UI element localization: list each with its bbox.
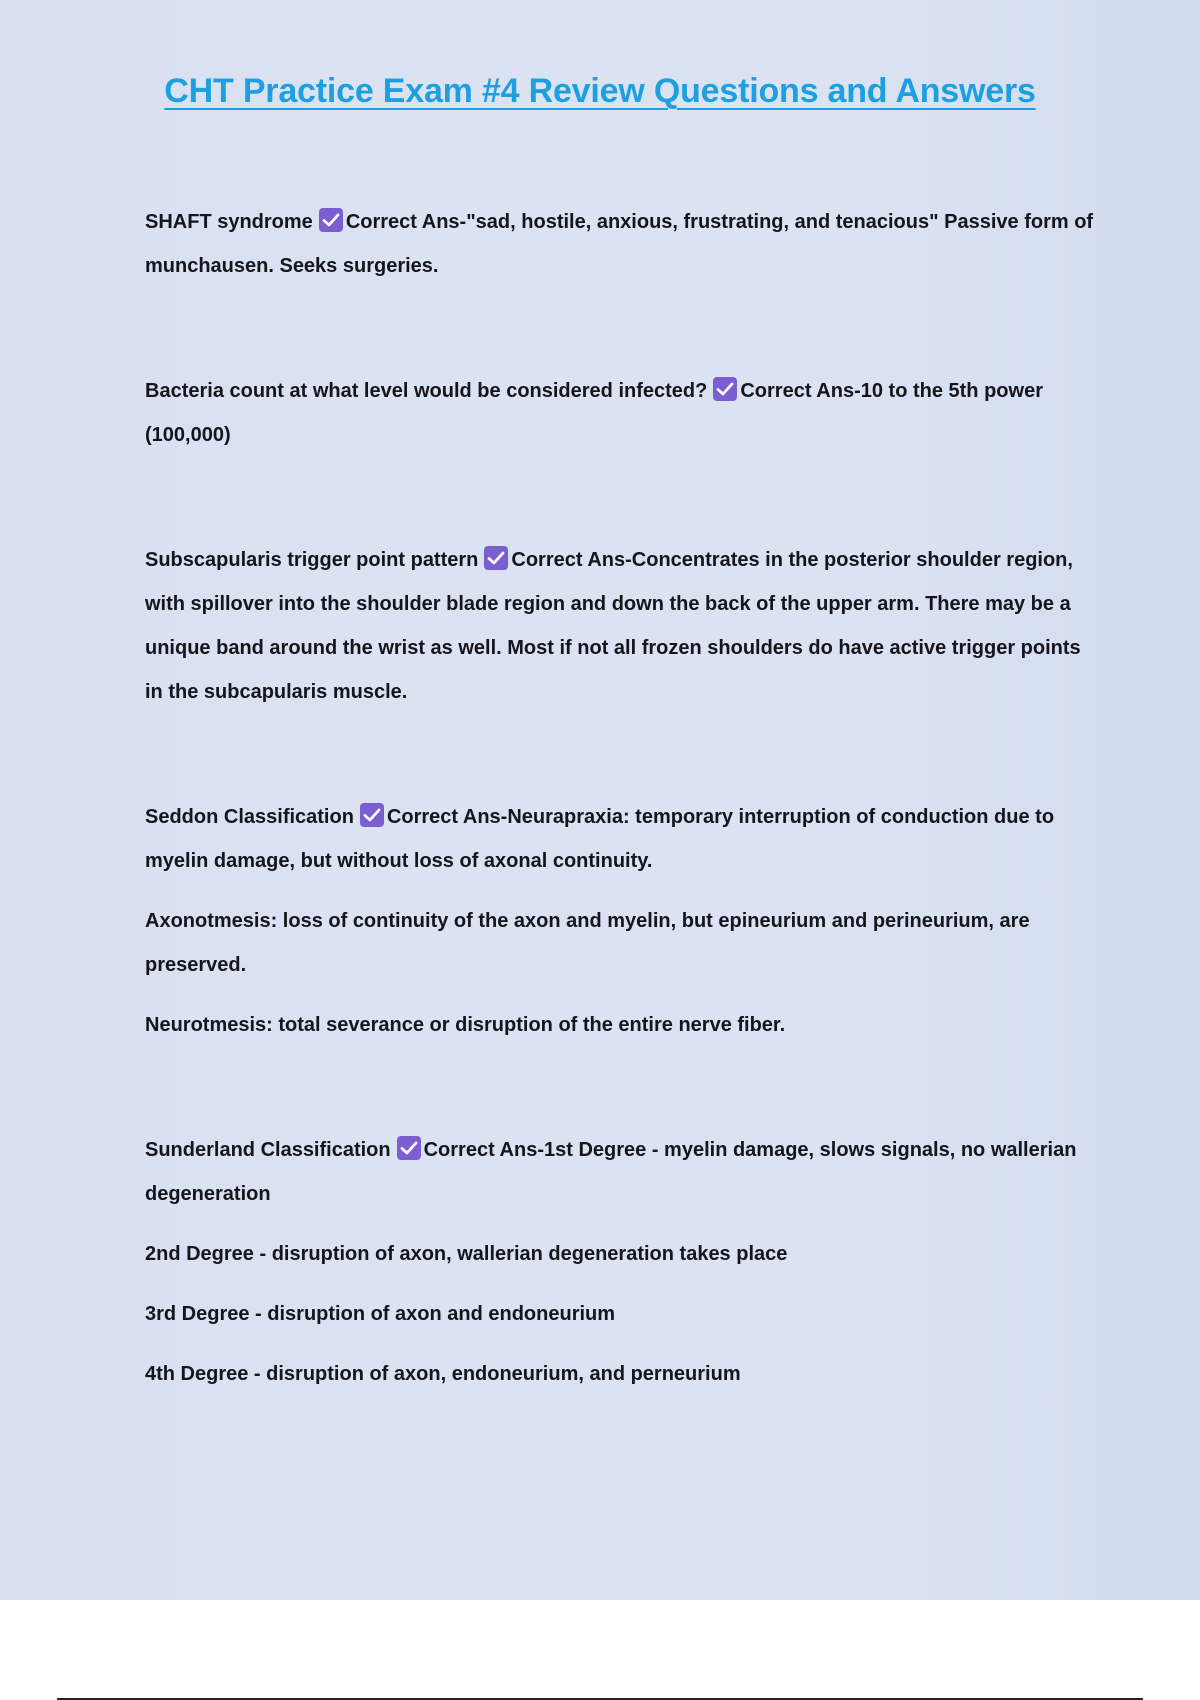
qa-item (145, 369, 1095, 457)
qa-item (145, 1128, 1095, 1396)
qa-list (145, 200, 1095, 1477)
checkbox-checked-icon (397, 1136, 421, 1160)
answer-text: Correct Ans-10 to the 5th power (100,000) (145, 380, 1043, 446)
qa-paragraph (145, 200, 1095, 288)
qa-item (145, 538, 1095, 714)
question-text: Bacteria count at what level would be considered infected? (145, 380, 708, 402)
checkbox-checked-icon (319, 208, 343, 232)
answer-text: Correct Ans-"sad, hostile, anxious, frustrating, and tenacious" Passive form of munchausen. Seeks surgeries. (145, 211, 1094, 277)
answer-text: Correct Ans-Concentrates in the posterior shoulder region, with spillover into the shoulder blade region and down the back of the upper arm. There may be a unique band around the wrist as well. Most if not all frozen shoulders do have active trigger points in the subcapularis muscle. (145, 549, 1081, 703)
qa-paragraph (145, 538, 1095, 714)
answer-paragraph: 3rd Degree - disruption of axon and endoneurium (145, 1303, 616, 1325)
question-text: Sunderland Classification (145, 1139, 391, 1161)
checkbox-checked-icon (360, 803, 384, 827)
qa-item (145, 795, 1095, 1047)
answer-text: Correct Ans-Neurapraxia: temporary interruption of conduction due to myelin damage, but without loss of axonal continuity. (145, 806, 1055, 872)
qa-paragraph (145, 795, 1095, 883)
question-text: Seddon Classification (145, 806, 354, 828)
answer-paragraph: Neurotmesis: total severance or disruption of the entire nerve fiber. (145, 1014, 786, 1036)
checkbox-checked-icon (484, 546, 508, 570)
qa-paragraph (145, 1128, 1095, 1216)
question-text: SHAFT syndrome (145, 211, 313, 233)
answer-text: Correct Ans-1st Degree - myelin damage, slows signals, no wallerian degeneration (145, 1139, 1077, 1205)
answer-paragraph: 4th Degree - disruption of axon, endoneurium, and perneurium (145, 1363, 741, 1385)
answer-paragraph: Axonotmesis: loss of continuity of the axon and myelin, but epineurium and perineurium, are preserved. (145, 910, 1030, 976)
answer-paragraph: 2nd Degree - disruption of axon, wallerian degeneration takes place (145, 1243, 788, 1265)
checkbox-checked-icon (713, 377, 737, 401)
page-title: CHT Practice Exam #4 Review Questions and Answers (164, 72, 1036, 110)
question-text: Subscapularis trigger point pattern (145, 549, 479, 571)
qa-paragraph (145, 369, 1095, 457)
qa-item (145, 200, 1095, 288)
